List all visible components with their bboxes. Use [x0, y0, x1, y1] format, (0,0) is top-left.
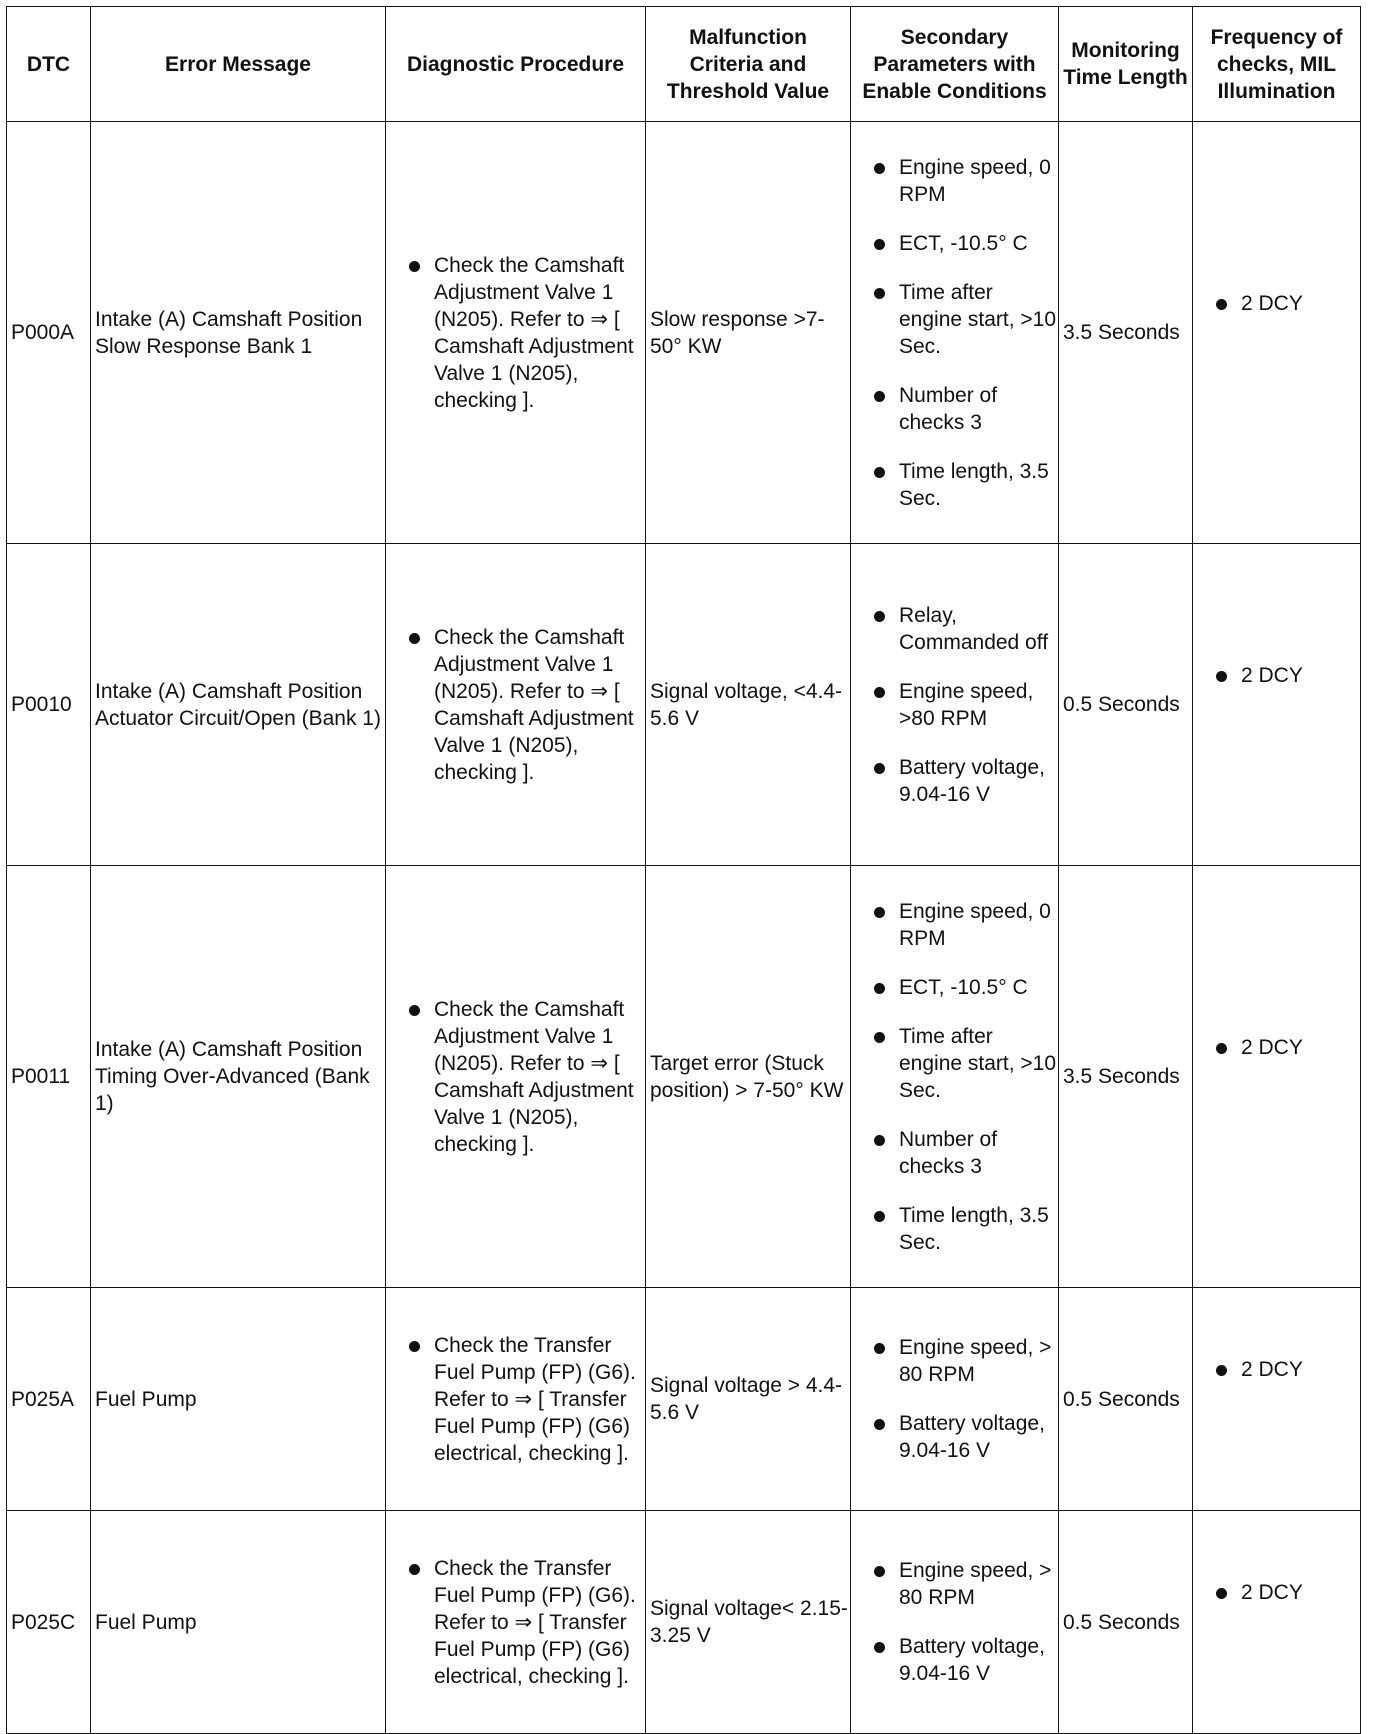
error-message: Intake (A) Camshaft Position Timing Over-Advanced (Bank 1) [91, 866, 386, 1288]
header-monitoring-time: Monitoring Time Length [1059, 7, 1193, 122]
monitoring-time: 0.5 Seconds [1059, 544, 1193, 866]
dtc-code: P000A [7, 122, 91, 544]
table-body [7, 122, 1361, 1734]
frequency [1193, 866, 1361, 1288]
diagnostic-procedure-text: Check the Camshaft Adjustment Valve 1 (N205). Refer to ⇒ [ Camshaft Adjustment Valve 1 (N205), checking ]. [386, 624, 645, 786]
diagnostic-procedure [386, 866, 646, 1288]
secondary-parameters [851, 1288, 1059, 1511]
secondary-parameter-item: Number of checks 3 [851, 1126, 1058, 1180]
secondary-parameters [851, 866, 1059, 1288]
frequency-value: 2 DCY [1193, 662, 1360, 689]
table-row [7, 866, 1361, 1288]
secondary-parameter-item: Time after engine start, >10 Sec. [851, 279, 1058, 360]
secondary-parameter-item: Battery voltage, 9.04-16 V [851, 754, 1058, 808]
malfunction-criteria: Signal voltage > 4.4-5.6 V [646, 1288, 851, 1511]
diagnostic-procedure [386, 122, 646, 544]
diagnostic-procedure-text: Check the Camshaft Adjustment Valve 1 (N205). Refer to ⇒ [ Camshaft Adjustment Valve 1 (N205), checking ]. [386, 996, 645, 1158]
malfunction-criteria: Signal voltage< 2.15-3.25 V [646, 1511, 851, 1734]
header-dtc: DTC [7, 7, 91, 122]
secondary-parameter-item: Relay, Commanded off [851, 602, 1058, 656]
secondary-parameters [851, 1511, 1059, 1734]
header-malfunction-criteria: Malfunction Criteria and Threshold Value [646, 7, 851, 122]
frequency-value: 2 DCY [1193, 1034, 1360, 1061]
header-error-message: Error Message [91, 7, 386, 122]
secondary-parameters [851, 544, 1059, 866]
secondary-parameter-item: Time length, 3.5 Sec. [851, 1202, 1058, 1256]
secondary-parameter-item: ECT, -10.5° C [851, 230, 1058, 257]
error-message: Intake (A) Camshaft Position Slow Response Bank 1 [91, 122, 386, 544]
table-row [7, 1511, 1361, 1734]
header-frequency: Frequency of checks, MIL Illumination [1193, 7, 1361, 122]
frequency [1193, 544, 1361, 866]
dtc-code: P025C [7, 1511, 91, 1734]
dtc-code: P0010 [7, 544, 91, 866]
secondary-parameter-item: Battery voltage, 9.04-16 V [851, 1410, 1058, 1464]
diagnostic-procedure [386, 1288, 646, 1511]
error-message: Fuel Pump [91, 1288, 386, 1511]
error-message: Intake (A) Camshaft Position Actuator Circuit/Open (Bank 1) [91, 544, 386, 866]
secondary-parameter-item: ECT, -10.5° C [851, 974, 1058, 1001]
dtc-code: P025A [7, 1288, 91, 1511]
monitoring-time: 0.5 Seconds [1059, 1288, 1193, 1511]
header-row [7, 7, 1361, 122]
malfunction-criteria: Signal voltage, <4.4-5.6 V [646, 544, 851, 866]
frequency-value: 2 DCY [1193, 290, 1360, 317]
table-row [7, 544, 1361, 866]
secondary-parameter-item: Engine speed, > 80 RPM [851, 1334, 1058, 1388]
monitoring-time: 3.5 Seconds [1059, 866, 1193, 1288]
error-message: Fuel Pump [91, 1511, 386, 1734]
header-secondary-parameters: Secondary Parameters with Enable Conditions [851, 7, 1059, 122]
table-row [7, 1288, 1361, 1511]
secondary-parameter-item: Engine speed, >80 RPM [851, 678, 1058, 732]
frequency [1193, 122, 1361, 544]
secondary-parameter-item: Time after engine start, >10 Sec. [851, 1023, 1058, 1104]
malfunction-criteria: Slow response >7-50° KW [646, 122, 851, 544]
frequency-value: 2 DCY [1193, 1356, 1360, 1383]
diagnostic-procedure [386, 1511, 646, 1734]
secondary-parameter-item: Time length, 3.5 Sec. [851, 458, 1058, 512]
diagnostic-procedure-text: Check the Transfer Fuel Pump (FP) (G6). Refer to ⇒ [ Transfer Fuel Pump (FP) (G6) electrical, checking ]. [386, 1332, 645, 1467]
header-diagnostic-procedure: Diagnostic Procedure [386, 7, 646, 122]
frequency [1193, 1288, 1361, 1511]
dtc-code: P0011 [7, 866, 91, 1288]
table-row [7, 122, 1361, 544]
diagnostic-procedure-text: Check the Transfer Fuel Pump (FP) (G6). Refer to ⇒ [ Transfer Fuel Pump (FP) (G6) electrical, checking ]. [386, 1555, 645, 1690]
malfunction-criteria: Target error (Stuck position) > 7-50° KW [646, 866, 851, 1288]
frequency-value: 2 DCY [1193, 1579, 1360, 1606]
secondary-parameter-item: Engine speed, 0 RPM [851, 898, 1058, 952]
diagnostic-procedure [386, 544, 646, 866]
secondary-parameter-item: Number of checks 3 [851, 382, 1058, 436]
secondary-parameter-item: Battery voltage, 9.04-16 V [851, 1633, 1058, 1687]
secondary-parameter-item: Engine speed, 0 RPM [851, 154, 1058, 208]
monitoring-time: 0.5 Seconds [1059, 1511, 1193, 1734]
secondary-parameter-item: Engine speed, > 80 RPM [851, 1557, 1058, 1611]
monitoring-time: 3.5 Seconds [1059, 122, 1193, 544]
diagnostic-procedure-text: Check the Camshaft Adjustment Valve 1 (N205). Refer to ⇒ [ Camshaft Adjustment Valve 1 (N205), checking ]. [386, 252, 645, 414]
secondary-parameters [851, 122, 1059, 544]
frequency [1193, 1511, 1361, 1734]
dtc-table [6, 6, 1361, 1734]
